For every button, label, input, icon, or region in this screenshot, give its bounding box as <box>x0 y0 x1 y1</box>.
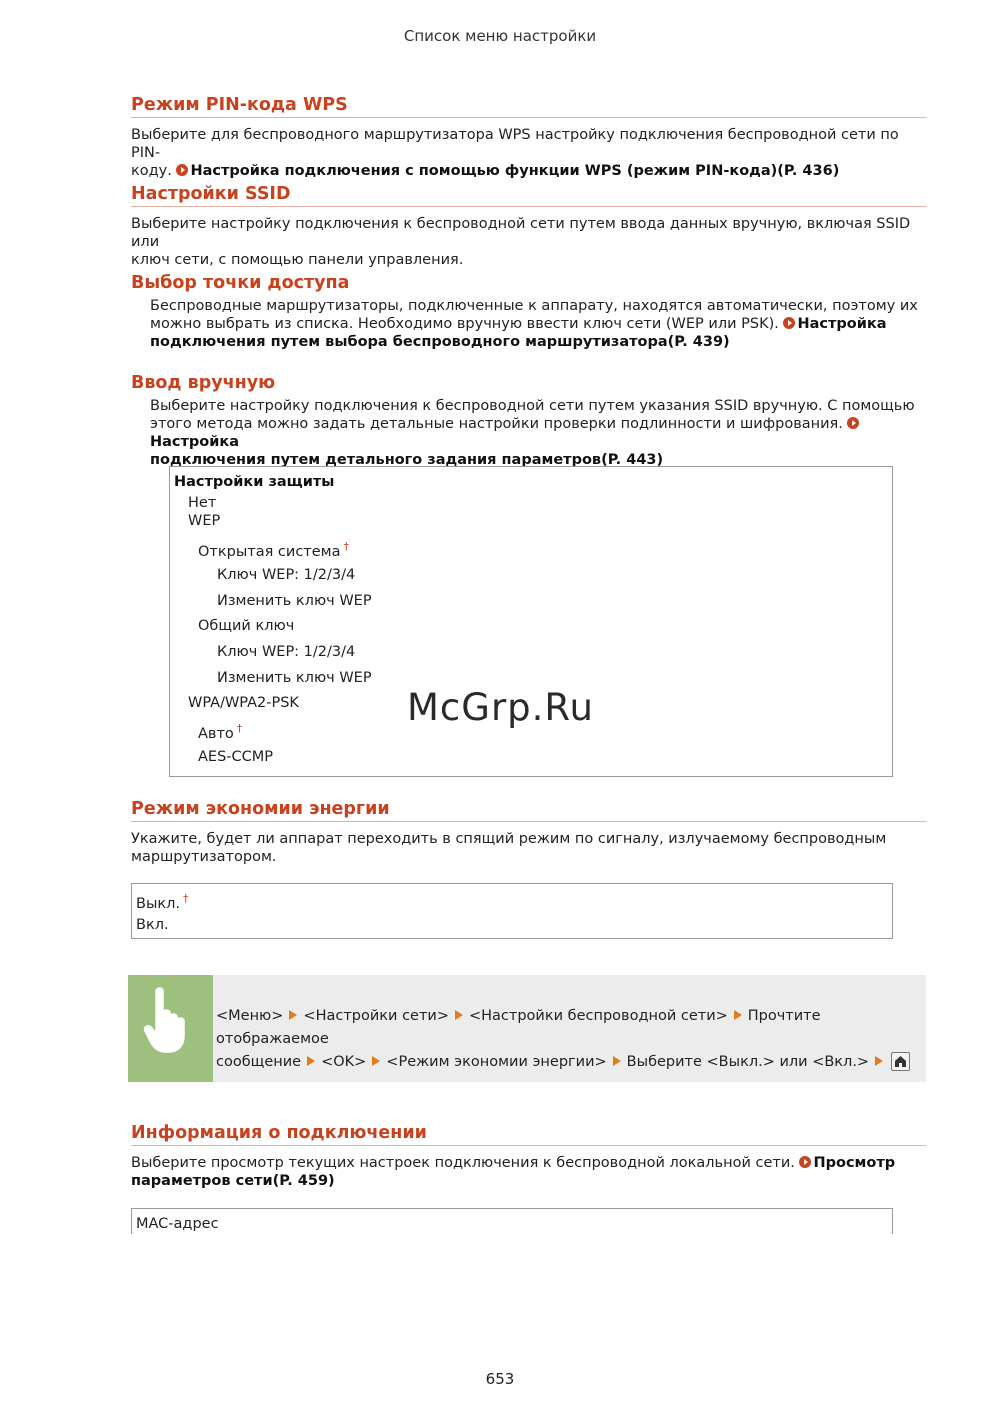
option-none: Нет <box>188 495 217 511</box>
link-arrow-icon <box>176 164 188 176</box>
home-button-icon <box>891 1052 910 1071</box>
security-settings-title: Настройки защиты <box>174 474 335 490</box>
option-aes-ccmp: AES-CCMP <box>198 749 274 765</box>
arrow-right-icon <box>372 1056 380 1066</box>
heading-wps-pin: Режим PIN-кода WPS <box>131 94 926 118</box>
ssid-line2: ключ сети, с помощью панели управления. <box>131 252 464 268</box>
path-step-energy-mode: <Режим экономии энергии> <box>386 1054 607 1070</box>
link-arrow-icon <box>847 417 859 429</box>
operation-path-box <box>128 975 926 1082</box>
manual-description <box>150 397 930 469</box>
link-arrow-icon <box>783 317 795 329</box>
link-arrow-icon <box>799 1156 811 1168</box>
connection-info-line1: Выберите просмотр текущих настроек подключения к беспроводной локальной сети. <box>131 1155 800 1171</box>
heading-connection-info: Информация о подключении <box>131 1122 926 1146</box>
default-dagger: † <box>343 540 349 553</box>
energy-options-box <box>131 883 893 939</box>
path-step-wireless-settings: <Настройки беспроводной сети> <box>468 1008 728 1024</box>
option-off-label: Выкл. <box>136 896 181 912</box>
option-wep-key-2: Ключ WEP: 1/2/3/4 <box>217 644 356 660</box>
ssid-description <box>131 215 931 269</box>
access-point-line2: можно выбрать из списка. Необходимо вручную ввести ключ сети (WEP или PSK). <box>150 316 784 332</box>
wps-pin-description <box>131 126 931 180</box>
path-step-read-message-a: Прочтите отображаемое <box>216 1008 821 1047</box>
energy-description <box>131 830 931 866</box>
access-point-description <box>150 297 930 351</box>
option-wpa-wpa2-psk: WPA/WPA2-PSK <box>188 695 299 711</box>
operation-path-text <box>216 1005 916 1074</box>
connection-info-description <box>131 1154 931 1190</box>
arrow-right-icon <box>307 1056 315 1066</box>
option-shared-key: Общий ключ <box>198 618 295 634</box>
page-header-title: Список меню настройки <box>403 27 597 45</box>
wps-pin-link[interactable]: Настройка подключения с помощью функции WPS (режим PIN-кода)(P. 436) <box>190 163 840 179</box>
option-mac-address: MAC-адрес <box>136 1216 219 1232</box>
access-point-line1: Беспроводные маршрутизаторы, подключенные к аппарату, находятся автоматически, поэтому их <box>150 298 918 314</box>
manual-link-part1[interactable]: Настройка <box>150 434 240 450</box>
ssid-line1: Выберите настройку подключения к беспроводной сети путем ввода данных вручную, включая SSID или <box>131 216 911 250</box>
hand-pointer-icon <box>128 975 213 1082</box>
default-dagger: † <box>236 722 243 735</box>
connection-info-link-part2[interactable]: параметров сети(P. 459) <box>131 1173 335 1189</box>
arrow-right-icon <box>289 1010 297 1020</box>
option-on: Вкл. <box>136 917 169 933</box>
option-edit-wep-key-1: Изменить ключ WEP <box>217 593 372 609</box>
option-wep-key-1: Ключ WEP: 1/2/3/4 <box>217 567 356 583</box>
energy-line1: Укажите, будет ли аппарат переходить в спящий режим по сигналу, излучаемому беспроводным <box>131 831 887 847</box>
heading-manual-input: Ввод вручную <box>131 373 276 393</box>
option-auto-label: Авто <box>198 726 234 742</box>
manual-line2: этого метода можно задать детальные настройки проверки подлинности и шифрования. <box>150 416 848 432</box>
manual-link-part2[interactable]: подключения путем детального задания параметров(P. 443) <box>150 452 664 468</box>
path-step-select: Выберите <Выкл.> или <Вкл.> <box>626 1054 870 1070</box>
mac-address-box <box>131 1208 893 1234</box>
access-point-link-part1[interactable]: Настройка <box>797 316 887 332</box>
heading-ssid-settings: Настройки SSID <box>131 183 926 207</box>
access-point-link-part2[interactable]: подключения путем выбора беспроводного маршрутизатора(P. 439) <box>150 334 730 350</box>
default-dagger: † <box>183 892 189 905</box>
path-step-menu: <Меню> <box>216 1008 284 1024</box>
path-step-ok: <OK> <box>321 1054 367 1070</box>
arrow-right-icon <box>613 1056 621 1066</box>
option-wep: WEP <box>188 513 221 529</box>
page-number: 653 <box>485 1370 515 1388</box>
option-open-system-label: Открытая система <box>198 544 341 560</box>
heading-access-point: Выбор точки доступа <box>131 273 350 293</box>
path-step-network-settings: <Настройки сети> <box>303 1008 449 1024</box>
heading-energy-saving: Режим экономии энергии <box>131 798 926 822</box>
path-step-read-message-b: сообщение <box>216 1054 302 1070</box>
option-auto <box>198 720 242 743</box>
connection-info-link-part1[interactable]: Просмотр <box>813 1155 896 1171</box>
wps-pin-line2: коду. <box>131 163 177 179</box>
arrow-right-icon <box>455 1010 463 1020</box>
watermark: McGrp.Ru <box>407 686 594 729</box>
option-off <box>136 890 189 913</box>
arrow-right-icon <box>875 1056 883 1066</box>
option-open-system <box>198 538 349 561</box>
wps-pin-line1: Выберите для беспроводного маршрутизатора WPS настройку подключения беспроводной сети по PIN- <box>131 127 899 161</box>
energy-line2: маршрутизатором. <box>131 849 277 865</box>
arrow-right-icon <box>734 1010 742 1020</box>
manual-line1: Выберите настройку подключения к беспроводной сети путем указания SSID вручную. С помощью <box>150 398 915 414</box>
tip-sidebar <box>128 975 213 1082</box>
option-edit-wep-key-2: Изменить ключ WEP <box>217 670 372 686</box>
